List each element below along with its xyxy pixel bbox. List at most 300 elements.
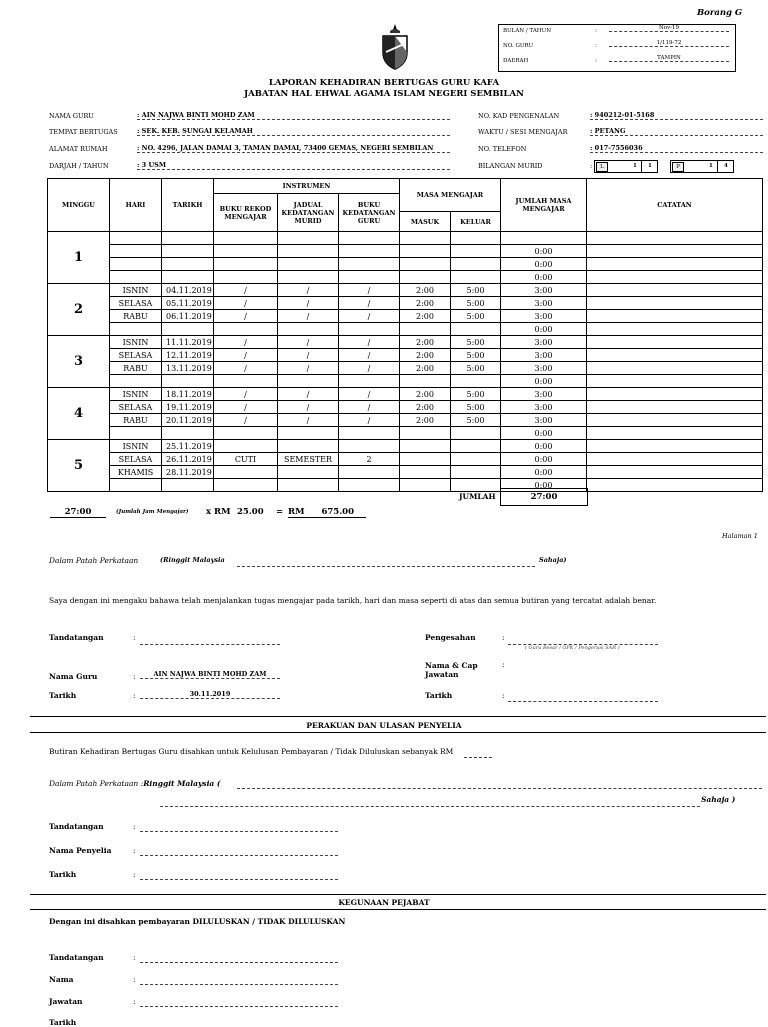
buku-kedatangan-cell: /: [339, 362, 400, 375]
keluar-cell: [451, 375, 501, 388]
pejabat-tarikh-label: Tarikh: [49, 1018, 77, 1027]
date-cell: [162, 479, 214, 492]
date-cell: [162, 323, 214, 336]
nama-guru-text: AIN NAJWA BINTI MOHD ZAM: [141, 111, 255, 119]
masuk-cell: 2:00: [400, 297, 451, 310]
keluar-cell: 5:00: [451, 349, 501, 362]
masuk-cell: [400, 258, 451, 271]
murid-l-divider: [641, 161, 642, 172]
attendance-body: [48, 232, 763, 492]
table-row: [48, 245, 763, 258]
keluar-cell: 5:00: [451, 284, 501, 297]
bulan-value: Nov-19: [609, 25, 729, 32]
buku-rekod-cell: [214, 323, 278, 336]
day-cell: ISNIN: [110, 440, 162, 453]
perakuan-words-currency: Ringgit Malaysia (: [143, 779, 221, 788]
keluar-cell: 5:00: [451, 336, 501, 349]
buku-rekod-cell: /: [214, 362, 278, 375]
table-row: [48, 453, 763, 466]
jadual-cell: [278, 323, 339, 336]
colon: :: [133, 691, 136, 700]
murid-p-divider: [717, 161, 718, 172]
perakuan-words-end: Sahaja ): [701, 795, 736, 804]
tempat-label: TEMPAT BERTUGAS: [49, 128, 118, 136]
colon: :: [595, 43, 597, 49]
catatan-cell: [587, 401, 763, 414]
jadual-cell: [278, 375, 339, 388]
perakuan-title: PERAKUAN DAN ULASAN PENYELIA: [306, 721, 462, 730]
date-cell: 13.11.2019: [162, 362, 214, 375]
jumlah-cell: 3:00: [501, 297, 587, 310]
total-label: JUMLAH: [459, 492, 496, 501]
header-hari: HARI: [110, 179, 162, 232]
table-row: [48, 258, 763, 271]
catatan-cell: [587, 297, 763, 310]
colon: :: [502, 691, 505, 700]
words-label: Dalam Patah Perkataan: [49, 556, 139, 565]
day-cell: ISNIN: [110, 336, 162, 349]
pejabat-sign-line: [140, 962, 338, 963]
table-row: [48, 388, 763, 401]
murid-p-value: 1: [709, 163, 713, 169]
jumlah-cell: 0:00: [501, 466, 587, 479]
pejabat-jawatan-label: Jawatan: [49, 997, 83, 1006]
calc-rate: 25.00: [237, 507, 264, 517]
catatan-cell: [587, 310, 763, 323]
buku-rekod-cell: /: [214, 349, 278, 362]
jadual-cell: /: [278, 349, 339, 362]
day-cell: RABU: [110, 362, 162, 375]
jumlah-cell: 3:00: [501, 284, 587, 297]
jumlah-cell: 0:00: [501, 245, 587, 258]
table-row: [48, 362, 763, 375]
day-cell: [110, 375, 162, 388]
jadual-cell: /: [278, 284, 339, 297]
date-cell: 20.11.2019: [162, 414, 214, 427]
keluar-cell: [451, 427, 501, 440]
buku-kedatangan-cell: [339, 427, 400, 440]
jumlah-cell: 3:00: [501, 414, 587, 427]
total-value: 27:00: [500, 488, 588, 506]
date-cell: [162, 375, 214, 388]
period-info-box: [498, 24, 736, 72]
keluar-cell: 5:00: [451, 310, 501, 323]
masuk-cell: [400, 479, 451, 492]
table-row: [48, 349, 763, 362]
jadual-cell: /: [278, 388, 339, 401]
table-row: [48, 466, 763, 479]
table-row: [48, 232, 763, 245]
masuk-cell: [400, 466, 451, 479]
buku-kedatangan-cell: /: [339, 284, 400, 297]
masuk-cell: [400, 323, 451, 336]
masuk-cell: 2:00: [400, 401, 451, 414]
jadual-cell: [278, 427, 339, 440]
ic-value: : 940212-01-5168: [590, 111, 763, 120]
buku-kedatangan-cell: [339, 258, 400, 271]
buku-rekod-cell: [214, 466, 278, 479]
week-number: 4: [48, 388, 110, 440]
crest-logo-icon: [378, 22, 412, 72]
jadual-cell: [278, 440, 339, 453]
daerah-value: TAMPIN: [609, 55, 729, 62]
jumlah-cell: 3:00: [501, 310, 587, 323]
date-cell: [162, 258, 214, 271]
catatan-cell: [587, 284, 763, 297]
table-row: [48, 427, 763, 440]
buku-kedatangan-cell: [339, 440, 400, 453]
header-catatan: CATATAN: [587, 179, 763, 232]
jumlah-cell: 0:00: [501, 479, 587, 492]
perakuan-words-line1: [237, 788, 762, 789]
day-cell: SELASA: [110, 401, 162, 414]
colon: :: [595, 28, 597, 34]
header-masuk: MASUK: [400, 212, 451, 232]
tarikh-pengesahan-label: Tarikh: [425, 691, 453, 700]
masuk-cell: 2:00: [400, 349, 451, 362]
catatan-cell: [587, 349, 763, 362]
date-cell: [162, 271, 214, 284]
header-jumlah-masa: JUMLAH MASA MENGAJAR: [501, 179, 587, 232]
buku-rekod-cell: /: [214, 310, 278, 323]
catatan-cell: [587, 232, 763, 245]
keluar-cell: [451, 323, 501, 336]
report-subtitle: JABATAN HAL EHWAL AGAMA ISLAM NEGERI SEMBILAN: [244, 89, 524, 99]
keluar-cell: [451, 440, 501, 453]
table-row: [48, 414, 763, 427]
buku-kedatangan-cell: /: [339, 336, 400, 349]
telefon-label: NO. TELEFON: [478, 145, 527, 153]
colon: :: [133, 997, 136, 1006]
buku-rekod-cell: CUTI: [214, 453, 278, 466]
calc-equals: =: [276, 507, 284, 517]
day-cell: [110, 323, 162, 336]
keluar-cell: 5:00: [451, 401, 501, 414]
pejabat-nama-label: Nama: [49, 975, 74, 984]
date-cell: 06.11.2019: [162, 310, 214, 323]
buku-kedatangan-cell: /: [339, 297, 400, 310]
perakuan-sahaja: Sahaja: [701, 795, 730, 804]
header-buku-kedatangan: BUKU KEDATANGAN GURU: [339, 194, 400, 232]
date-cell: 25.11.2019: [162, 440, 214, 453]
date-cell: 12.11.2019: [162, 349, 214, 362]
darjah-value: : 3 USM: [137, 161, 450, 170]
calc-amount: 675.00: [321, 507, 354, 517]
colon: :: [133, 975, 136, 984]
jadual-cell: /: [278, 310, 339, 323]
divider: [30, 909, 766, 910]
catatan-cell: [587, 479, 763, 492]
masuk-cell: [400, 427, 451, 440]
colon: :: [133, 822, 136, 831]
table-row: [48, 336, 763, 349]
masuk-cell: 2:00: [400, 284, 451, 297]
table-row: [48, 284, 763, 297]
day-cell: [110, 271, 162, 284]
date-cell: 26.11.2019: [162, 453, 214, 466]
catatan-cell: [587, 427, 763, 440]
attendance-table: [47, 178, 763, 492]
kegunaan-text: Dengan ini disahkan pembayaran DILULUSKAN / TIDAK DILULUSKAN: [49, 917, 346, 926]
catatan-cell: [587, 414, 763, 427]
alamat-label: ALAMAT RUMAH: [49, 145, 108, 153]
colon: :: [133, 672, 136, 681]
colon: :: [133, 953, 136, 962]
day-cell: KHAMIS: [110, 466, 162, 479]
header-buku-rekod: BUKU REKOD MENGAJAR: [214, 194, 278, 232]
buku-kedatangan-cell: /: [339, 388, 400, 401]
week-number: 5: [48, 440, 110, 492]
table-row: [48, 401, 763, 414]
pengesahan-note: ( Guru Besar / GPK / Pengerusi SAR ): [525, 645, 620, 651]
day-cell: [110, 427, 162, 440]
jumlah-cell: [501, 232, 587, 245]
jumlah-cell: 0:00: [501, 427, 587, 440]
buku-rekod-cell: /: [214, 336, 278, 349]
pejabat-nama-line: [140, 984, 338, 985]
buku-rekod-cell: /: [214, 401, 278, 414]
header-minggu: MINGGU: [48, 179, 110, 232]
week-number: 2: [48, 284, 110, 336]
buku-kedatangan-cell: [339, 245, 400, 258]
ic-text: 940212-01-5168: [594, 111, 655, 119]
calc-amount-box: [288, 507, 366, 518]
jadual-cell: [278, 479, 339, 492]
buku-rekod-cell: /: [214, 284, 278, 297]
masuk-cell: 2:00: [400, 414, 451, 427]
buku-rekod-cell: [214, 271, 278, 284]
keluar-cell: [451, 245, 501, 258]
daerah-label: DAERAH: [503, 58, 529, 64]
nama-penyelia-line: [140, 855, 338, 856]
penyelia-sign-line: [140, 831, 338, 832]
telefon-value: : 017-7556036: [590, 144, 763, 153]
kegunaan-title: KEGUNAAN PEJABAT: [338, 898, 430, 907]
buku-rekod-cell: [214, 427, 278, 440]
masuk-cell: [400, 232, 451, 245]
keluar-cell: [451, 258, 501, 271]
teacher-sign-line: [140, 644, 280, 645]
header-tarikh: TARIKH: [162, 179, 214, 232]
table-row: [48, 479, 763, 492]
jumlah-cell: 3:00: [501, 362, 587, 375]
jadual-cell: [278, 271, 339, 284]
murid-label: BILANGAN MURID: [478, 162, 543, 170]
nama-guru-value: : AIN NAJWA BINTI MOHD ZAM: [137, 111, 450, 120]
buku-kedatangan-cell: [339, 375, 400, 388]
catatan-cell: [587, 388, 763, 401]
colon: :: [133, 870, 136, 879]
masuk-cell: [400, 453, 451, 466]
day-cell: ISNIN: [110, 284, 162, 297]
date-cell: [162, 232, 214, 245]
nama-guru-sign-label: Nama Guru: [49, 672, 98, 681]
day-cell: RABU: [110, 414, 162, 427]
tempat-text: SEK. KEB. SUNGAI KELAMAH: [141, 127, 253, 135]
perakuan-words-line2: [160, 806, 700, 807]
alamat-text: NO. 4296, JALAN DAMAI 3, TAMAN DAMAI, 73400 GEMAS, NEGERI SEMBILAN: [141, 144, 434, 152]
jadual-cell: /: [278, 362, 339, 375]
waktu-text: PETANG: [594, 127, 626, 135]
waktu-value: : PETANG: [590, 127, 763, 136]
date-cell: [162, 427, 214, 440]
buku-kedatangan-cell: [339, 323, 400, 336]
darjah-label: DARJAH / TAHUN: [49, 162, 109, 170]
catatan-cell: [587, 323, 763, 336]
murid-l-value2: 1: [648, 163, 652, 169]
buku-rekod-cell: [214, 245, 278, 258]
catatan-cell: [587, 440, 763, 453]
catatan-cell: [587, 258, 763, 271]
keluar-cell: 5:00: [451, 297, 501, 310]
day-cell: ISNIN: [110, 388, 162, 401]
buku-rekod-cell: /: [214, 297, 278, 310]
words-currency: (Ringgit Malaysia: [160, 556, 225, 564]
day-cell: SELASA: [110, 453, 162, 466]
keluar-cell: [451, 453, 501, 466]
date-cell: 28.11.2019: [162, 466, 214, 479]
tempat-value: : SEK. KEB. SUNGAI KELAMAH: [137, 127, 450, 136]
declaration-text: Saya dengan ini mengaku bahawa telah menjalankan tugas mengajar pada tarikh, hari dan masa seperti di atas dan semua butiran yang tercatat adalah benar.: [49, 596, 657, 605]
catatan-cell: [587, 453, 763, 466]
perakuan-rm-line: [464, 757, 492, 758]
header-masa: MASA MENGAJAR: [400, 179, 501, 212]
divider: [30, 716, 766, 717]
buku-kedatangan-cell: [339, 232, 400, 245]
jadual-cell: /: [278, 336, 339, 349]
date-cell: 11.11.2019: [162, 336, 214, 349]
jumlah-cell: 3:00: [501, 349, 587, 362]
colon: :: [502, 660, 505, 669]
perakuan-words-label: [49, 779, 220, 788]
catatan-cell: [587, 245, 763, 258]
masuk-cell: 2:00: [400, 388, 451, 401]
ic-label: NO. KAD PENGENALAN: [478, 112, 560, 120]
catatan-cell: [587, 466, 763, 479]
buku-rekod-cell: /: [214, 388, 278, 401]
keluar-cell: 5:00: [451, 362, 501, 375]
catatan-cell: [587, 375, 763, 388]
keluar-cell: [451, 479, 501, 492]
keluar-cell: 5:00: [451, 388, 501, 401]
jadual-cell: [278, 245, 339, 258]
teacher-sign-label: Tandatangan: [49, 633, 104, 642]
table-row: [48, 271, 763, 284]
buku-rekod-cell: [214, 232, 278, 245]
buku-kedatangan-cell: /: [339, 349, 400, 362]
report-title: LAPORAN KEHADIRAN BERTUGAS GURU KAFA: [268, 78, 500, 88]
telefon-text: 017-7556036: [594, 144, 643, 152]
jumlah-cell: 0:00: [501, 258, 587, 271]
catatan-cell: [587, 336, 763, 349]
catatan-cell: [587, 271, 763, 284]
buku-rekod-cell: [214, 258, 278, 271]
no-guru-label: NO. GURU: [503, 43, 534, 49]
tarikh-sign-value: 30.11.2019: [140, 690, 280, 699]
colon: :: [590, 162, 593, 170]
buku-rekod-cell: [214, 440, 278, 453]
calc-hours-note: (Jumlah Jam Mengajar): [116, 509, 189, 515]
date-cell: 05.11.2019: [162, 297, 214, 310]
calc-rm: RM: [288, 507, 305, 517]
divider: [30, 894, 766, 895]
jadual-cell: /: [278, 297, 339, 310]
page-number: Halaman 1: [722, 532, 758, 540]
masuk-cell: [400, 375, 451, 388]
form-code: Borang G: [697, 8, 743, 18]
buku-kedatangan-cell: [339, 271, 400, 284]
keluar-cell: 5:00: [451, 414, 501, 427]
table-row: [48, 440, 763, 453]
jadual-cell: SEMESTER: [278, 453, 339, 466]
murid-l-label: L: [596, 162, 608, 172]
header-jadual: JADUAL KEDATANGAN MURID: [278, 194, 339, 232]
date-cell: 19.11.2019: [162, 401, 214, 414]
penyelia-tarikh-line: [140, 879, 338, 880]
pejabat-sign-label: Tandatangan: [49, 953, 104, 962]
table-row: [48, 297, 763, 310]
day-cell: SELASA: [110, 297, 162, 310]
murid-p-box: [670, 160, 734, 173]
jadual-cell: [278, 466, 339, 479]
colon: :: [502, 633, 505, 642]
buku-kedatangan-cell: [339, 479, 400, 492]
jadual-cell: /: [278, 414, 339, 427]
date-cell: [162, 245, 214, 258]
alamat-value: : NO. 4296, JALAN DAMAI 3, TAMAN DAMAI, 73400 GEMAS, NEGERI SEMBILAN: [137, 144, 450, 153]
buku-kedatangan-cell: /: [339, 310, 400, 323]
masuk-cell: [400, 440, 451, 453]
keluar-cell: [451, 232, 501, 245]
murid-p-label: P: [672, 162, 684, 172]
date-cell: 04.11.2019: [162, 284, 214, 297]
murid-p-value2: 4: [724, 163, 728, 169]
keluar-cell: [451, 271, 501, 284]
colon: :: [133, 846, 136, 855]
murid-l-value: 1: [633, 163, 637, 169]
tarikh-pengesahan-line: [508, 701, 658, 702]
day-cell: RABU: [110, 310, 162, 323]
masuk-cell: [400, 271, 451, 284]
buku-rekod-cell: [214, 479, 278, 492]
calc-times: x RM: [206, 507, 231, 517]
nama-guru-label: NAMA GURU: [49, 112, 94, 120]
header-keluar: KELUAR: [451, 212, 501, 232]
colon: :: [133, 633, 136, 642]
week-number: 1: [48, 232, 110, 284]
day-cell: [110, 232, 162, 245]
buku-rekod-cell: [214, 375, 278, 388]
jumlah-cell: 0:00: [501, 453, 587, 466]
pejabat-jawatan-line: [140, 1006, 338, 1007]
jadual-cell: [278, 232, 339, 245]
buku-kedatangan-cell: [339, 466, 400, 479]
catatan-cell: [587, 362, 763, 375]
day-cell: [110, 245, 162, 258]
waktu-label: WAKTU / SESI MENGAJAR: [478, 128, 568, 136]
words-line: [237, 566, 535, 567]
day-cell: [110, 258, 162, 271]
masuk-cell: 2:00: [400, 362, 451, 375]
jumlah-cell: 0:00: [501, 271, 587, 284]
penyelia-tarikh-label: Tarikh: [49, 870, 77, 879]
nama-cap-label: Nama & Cap Jawatan: [425, 661, 478, 679]
nama-guru-sign-value: AIN NAJWA BINTI MOHD ZAM: [140, 670, 280, 679]
jumlah-cell: 3:00: [501, 336, 587, 349]
murid-l-box: [594, 160, 658, 173]
jumlah-cell: 3:00: [501, 388, 587, 401]
bulan-label: BULAN / TAHUN: [503, 28, 552, 34]
